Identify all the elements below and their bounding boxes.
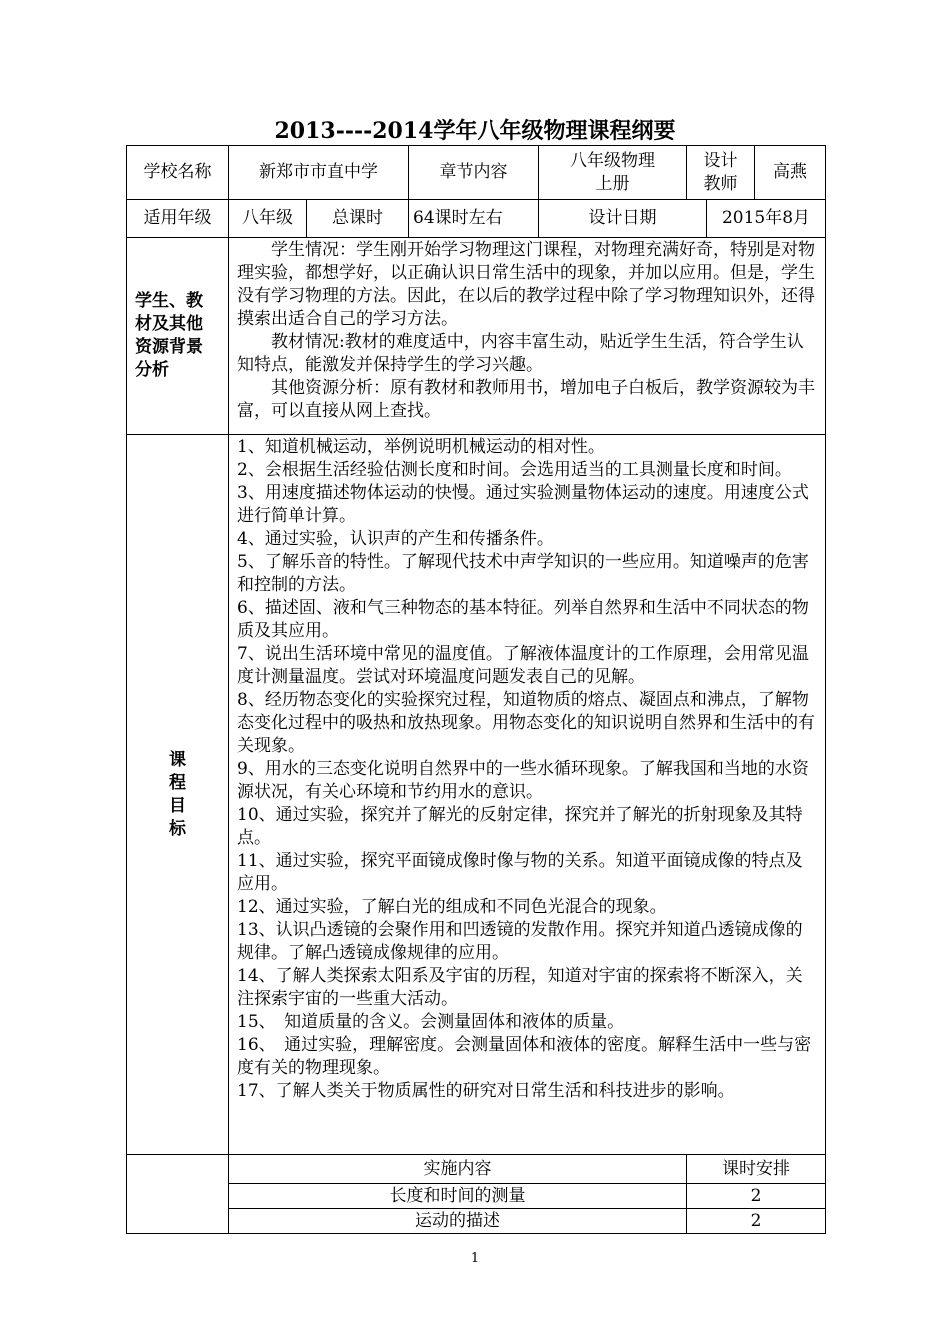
background-label-line3: 资源背景 [135, 337, 203, 357]
total-hours-value: 64课时左右 [409, 200, 539, 238]
background-label [127, 238, 229, 435]
background-label-line1: 学生、教 [135, 291, 203, 311]
design-date-label: 设计日期 [539, 200, 707, 238]
designer-value: 高燕 [755, 146, 826, 200]
textbook-situation-paragraph: 教材情况:教材的难度适中，内容丰富生动，贴近学生生活，符合学生认知特点，能激发并保持学生的学习兴趣。 [237, 332, 804, 375]
schedule-header-content: 实施内容 [229, 1155, 687, 1184]
goal-item: 7、说出生活环境中常见的温度值。了解液体温度计的工作原理，会用常见温度计测量温度。尝试对环境温度问题发表自己的见解。 [237, 644, 809, 687]
background-label-line4: 分析 [135, 360, 169, 380]
goal-item: 12、通过实验，了解白光的组成和不同色光混合的现象。 [237, 897, 667, 917]
schedule-content-cell: 长度和时间的测量 [229, 1184, 687, 1209]
goals-label-char: 程 [169, 772, 186, 793]
background-label-line2: 材及其他 [135, 314, 203, 334]
other-resources-paragraph: 其他资源分析：原有教材和教师用书，增加电子白板后，教学资源较为丰富，可以直接从网上查找。 [237, 378, 815, 421]
goal-item: 5、了解乐音的特性。了解现代技术中声学知识的一些应用。知道噪声的危害和控制的方法。 [237, 552, 809, 595]
design-date-value: 2015年8月 [707, 200, 826, 238]
goal-item: 6、描述固、液和气三种物态的基本特征。列举自然界和生活中不同状态的物质及其应用。 [237, 598, 809, 641]
chapter-value-line2: 上册 [595, 173, 630, 194]
info-row-school [127, 146, 826, 200]
schedule-content-cell: 运动的描述 [229, 1209, 687, 1234]
goals-label-char: 标 [169, 818, 186, 839]
schedule-row [127, 1209, 826, 1234]
goals-label-char: 课 [169, 749, 186, 770]
goal-item: 15、 知道质量的含义。会测量固体和液体的质量。 [237, 1012, 625, 1032]
goal-item: 8、经历物态变化的实验探究过程，知道物质的熔点、凝固点和沸点，了解物态变化过程中的吸热和放热现象。用物态变化的知识说明自然界和生活中的有关现象。 [237, 690, 815, 756]
goal-item: 4、通过实验，认识声的产生和传播条件。 [237, 529, 554, 549]
schedule-label [127, 1155, 229, 1234]
page-number: 1 [470, 1251, 480, 1266]
goal-item: 9、用水的三态变化说明自然界中的一些水循环现象。了解我国和当地的水资源状况，有关心环境和节约用水的意识。 [237, 759, 809, 802]
chapter-value-line1: 八年级物理 [570, 150, 655, 171]
goals-label-char: 目 [169, 795, 186, 816]
goal-item: 1、知道机械运动，举例说明机械运动的相对性。 [237, 437, 605, 457]
chapter-value [539, 146, 687, 200]
school-name-value: 新郑市市直中学 [229, 146, 409, 200]
goal-item: 14、了解人类探索太阳系及宇宙的历程，知道对宇宙的探索将不断深入，关注探索宇宙的一些重大活动。 [237, 966, 803, 1009]
chapter-label: 章节内容 [409, 146, 539, 200]
background-content [229, 238, 826, 435]
schedule-hours-cell: 2 [687, 1209, 826, 1234]
goal-item: 3、用速度描述物体运动的快慢。通过实验测量物体运动的速度。用速度公式进行简单计算。 [237, 483, 809, 526]
goal-item: 13、认识凸透镜的会聚作用和凹透镜的发散作用。探究并知道凸透镜成像的规律。了解凸透镜成像规律的应用。 [237, 920, 803, 963]
designer-label [687, 146, 755, 200]
page-title: 2013----2014学年八年级物理课程纲要 [274, 118, 676, 144]
grade-value: 八年级 [229, 200, 307, 238]
course-outline-table [126, 145, 826, 1234]
goal-item: 2、会根据生活经验估测长度和时间。会选用适当的工具测量长度和时间。 [237, 460, 792, 480]
designer-label-line2: 教师 [703, 173, 738, 194]
grade-label: 适用年级 [127, 200, 229, 238]
schedule-hours-cell: 2 [687, 1184, 826, 1209]
goal-item: 17、了解人类关于物质属性的研究对日常生活和科技进步的影响。 [237, 1081, 735, 1101]
info-row-grade [127, 200, 826, 238]
goal-item: 11、通过实验，探究平面镜成像时像与物的关系。知道平面镜成像的特点及应用。 [237, 851, 803, 894]
designer-label-line1: 设计 [703, 150, 738, 171]
goal-item: 10、通过实验，探究并了解光的反射定律，探究并了解光的折射现象及其特点。 [237, 805, 803, 848]
goals-label [127, 435, 229, 1155]
student-situation-paragraph: 学生情况：学生刚开始学习物理这门课程，对物理充满好奇，特别是对物理实验，都想学好，以正确认识日常生活中的现象，并加以应用。但是，学生没有学习物理的方法。因此，在以后的教学过程中除了学习物理知识外，还得摸索出适合自己的学习方法。 [237, 240, 815, 329]
goals-row [127, 435, 826, 1155]
goals-content [229, 435, 826, 1155]
total-hours-label: 总课时 [307, 200, 409, 238]
goal-item: 16、 通过实验，理解密度。会测量固体和液体的密度。解释生活中一些与密度有关的物理现象。 [237, 1035, 812, 1078]
schedule-row [127, 1184, 826, 1209]
schedule-header-hours: 课时安排 [687, 1155, 826, 1184]
background-row [127, 238, 826, 435]
school-name-label: 学校名称 [127, 146, 229, 200]
schedule-header-row [127, 1155, 826, 1184]
